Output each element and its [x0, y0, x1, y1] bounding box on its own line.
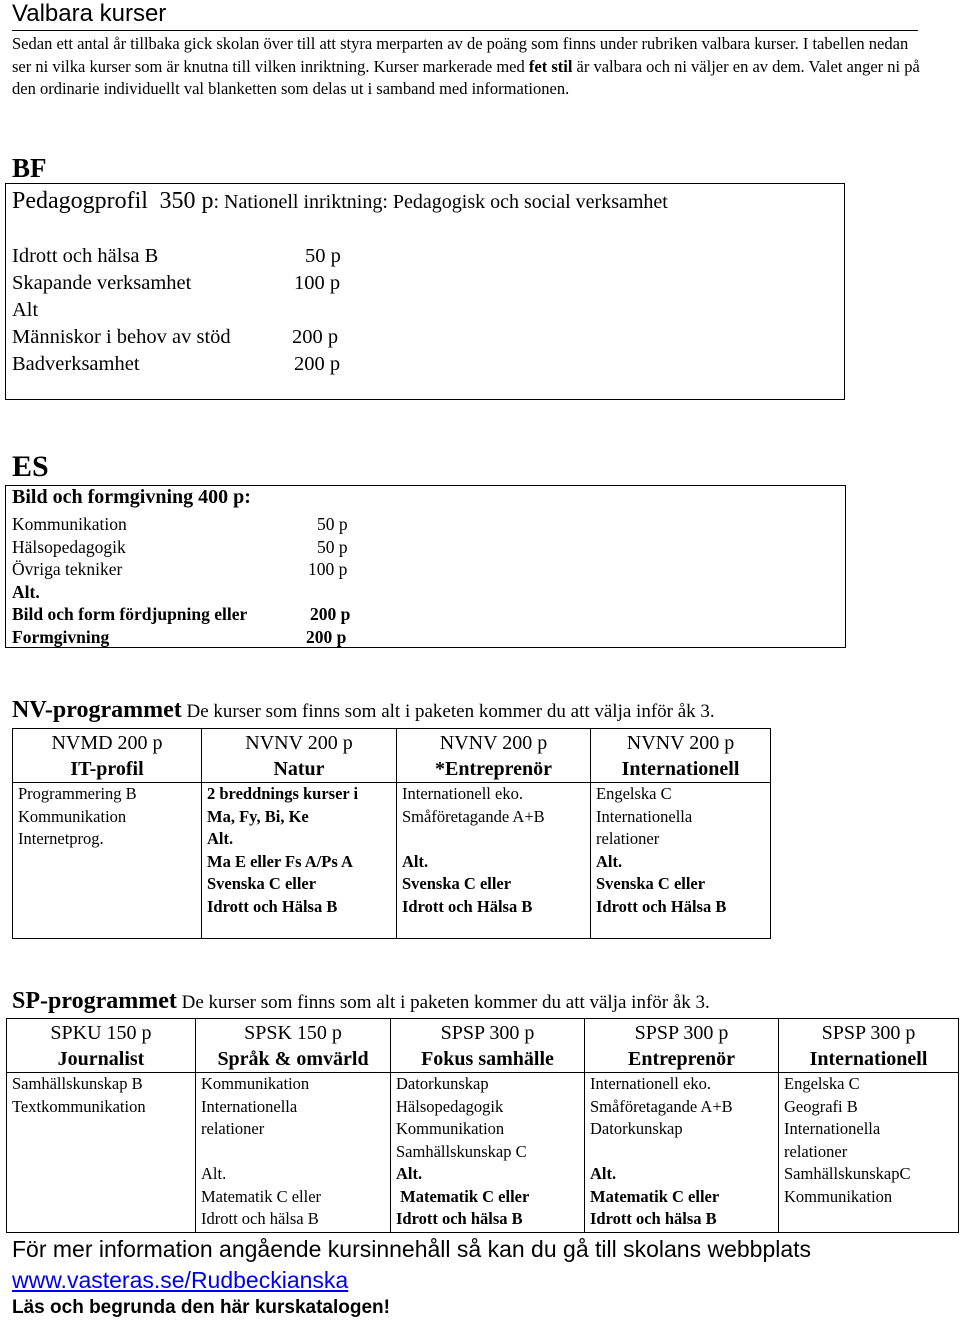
course-line: Internationell eko.	[402, 784, 523, 803]
course-line: Engelska C	[596, 784, 672, 803]
sp-program-name: SP-programmet	[12, 988, 177, 1014]
nv-col-code: NVNV 200 p	[439, 732, 548, 754]
es-row-points: 200 p	[310, 604, 351, 624]
course-line: Alt.	[201, 1164, 227, 1183]
nv-col-body	[591, 783, 771, 939]
bf-profile-suffix: : Nationell inriktning: Pedagogisk och social verksamhet	[213, 191, 668, 213]
es-row-points: 200 p	[306, 627, 347, 647]
bf-row-name: Badverksamhet	[12, 353, 140, 375]
course-line: Ma, Fy, Bi, Ke	[207, 806, 309, 826]
course-line: Svenska C eller	[207, 874, 317, 893]
es-row-points: 50 p	[317, 514, 348, 534]
sp-col-body	[391, 1073, 585, 1233]
sp-col-code: SPSP 300 p	[634, 1022, 729, 1044]
course-line: Samhällskunskap C	[396, 1141, 527, 1161]
nv-table	[12, 728, 771, 939]
footer-closing: Läs och begrunda den här kurskatalogen!	[12, 1297, 390, 1318]
nv-col-code: NVMD 200 p	[51, 732, 163, 754]
nv-heading	[12, 697, 715, 724]
course-line: Matematik C eller	[201, 1186, 322, 1206]
course-line: Idrott och hälsa B	[396, 1209, 523, 1228]
course-line: Datorkunskap	[396, 1074, 489, 1093]
nv-note: De kurser som finns som alt i paketen kommer du att välja inför åk 3.	[181, 701, 715, 722]
es-row-name: Övriga tekniker	[12, 559, 123, 579]
course-line: Hälsopedagogik	[396, 1096, 504, 1116]
course-line	[201, 1141, 385, 1164]
nv-program-name: NV-programmet	[12, 697, 182, 723]
nv-col-body	[202, 783, 397, 939]
bf-row-name: Idrott och hälsa B	[12, 245, 159, 267]
course-line: Internetprog.	[18, 829, 104, 848]
course-line: Idrott och Hälsa B	[402, 896, 533, 916]
page-title: Valbara kurser	[12, 0, 167, 27]
course-line: Alt.	[590, 1164, 617, 1183]
bf-row-name: Skapande verksamhet	[12, 272, 192, 294]
course-line: Idrott och hälsa B	[590, 1209, 717, 1228]
course-line: relationer	[201, 1119, 265, 1138]
course-line: Svenska C eller	[402, 874, 512, 893]
sp-col-header	[391, 1019, 585, 1073]
sp-col-body	[196, 1073, 391, 1233]
nv-col-code: NVNV 200 p	[245, 732, 353, 754]
nv-col-title: IT-profil	[70, 758, 144, 780]
course-line: Idrott och Hälsa B	[596, 896, 727, 916]
nv-col-title: Natur	[273, 758, 325, 780]
sp-col-header	[585, 1019, 779, 1073]
sp-col-title: Entreprenör	[627, 1048, 736, 1070]
course-line: Internationella	[784, 1119, 881, 1138]
sp-col-header	[779, 1019, 959, 1073]
intro-text-1: Sedan ett antal år tillbaka gick skolan över till att styra merparten av de poäng som finns under rubriken valbara kurser. I tabellen nedan ser ni vilka kurser som är knutna till vilken inriktning. Kurser markerade med	[12, 34, 909, 76]
course-line: Engelska C	[784, 1074, 860, 1093]
sp-col-code: SPKU 150 p	[50, 1022, 152, 1044]
nv-col-header	[13, 729, 202, 783]
title-underline	[12, 30, 918, 31]
intro-bold-text: fet stil	[528, 56, 573, 76]
course-line: Idrott och Hälsa B	[207, 896, 338, 916]
bf-row-points: 100 p	[294, 272, 341, 294]
intro-text-2: är valbara och ni väljer en av dem. Valet anger ni på den ordinarie individuellt val blanketten som delas ut i samband med informationen.	[12, 56, 920, 98]
course-line: 2 breddnings kurser i	[207, 784, 359, 803]
es-row-name: Alt.	[12, 582, 40, 602]
course-line: Internationella	[201, 1096, 298, 1116]
bf-heading: BF	[12, 153, 47, 183]
course-line: Alt.	[596, 851, 623, 871]
es-row-name: Kommunikation	[12, 514, 127, 534]
nv-col-body	[397, 783, 591, 939]
course-line: Internationella	[596, 806, 693, 826]
es-row-points: 100 p	[308, 559, 348, 579]
sp-col-header	[7, 1019, 196, 1073]
course-line: Datorkunskap	[590, 1119, 683, 1138]
sp-table	[6, 1018, 959, 1233]
nv-col-header	[397, 729, 591, 783]
bf-row-points: 200 p	[294, 353, 341, 375]
course-line: relationer	[784, 1141, 848, 1161]
course-line: Geografi B	[784, 1096, 858, 1116]
sp-col-code: SPSP 300 p	[440, 1022, 535, 1044]
es-row-name: Bild och form fördjupning eller	[12, 604, 248, 624]
course-line: Matematik C eller	[590, 1186, 720, 1206]
bf-row-name: Människor i behov av stöd	[12, 326, 231, 348]
course-line: Textkommunikation	[12, 1096, 146, 1116]
course-line: Alt.	[402, 851, 429, 871]
bf-profile-name: Pedagogprofil	[12, 188, 148, 214]
bf-profile-heading	[12, 188, 668, 215]
course-line: Idrott och hälsa B	[201, 1209, 319, 1228]
bf-row-points: 50 p	[305, 245, 341, 267]
sp-col-title: Journalist	[57, 1048, 145, 1070]
course-line: Samhällskunskap B	[12, 1074, 143, 1093]
nv-col-header	[202, 729, 397, 783]
nv-col-title: Internationell	[621, 758, 740, 780]
course-line: Kommunikation	[784, 1186, 893, 1206]
nv-col-title: *Entreprenör	[434, 758, 553, 780]
sp-col-body	[779, 1073, 959, 1233]
course-line: Internationell eko.	[590, 1074, 711, 1093]
course-line: Kommunikation	[201, 1074, 310, 1093]
course-line	[402, 828, 585, 851]
es-subheading: Bild och formgivning 400 p:	[12, 486, 251, 508]
es-row-name: Hälsopedagogik	[12, 537, 126, 557]
course-line: Svenska C eller	[596, 874, 706, 893]
sp-note: De kurser som finns som alt i paketen kommer du att välja inför åk 3.	[176, 992, 710, 1013]
course-line: Programmering B	[18, 784, 137, 803]
nv-col-body	[13, 783, 202, 939]
sp-col-header	[196, 1019, 391, 1073]
course-line: Småföretagande A+B	[590, 1096, 733, 1116]
sp-col-code: SPSK 150 p	[244, 1022, 342, 1044]
course-line: Alt.	[207, 829, 234, 848]
course-line	[590, 1141, 773, 1164]
intro-paragraph	[12, 33, 922, 101]
sp-col-code: SPSP 300 p	[821, 1022, 916, 1044]
bf-row-name: Alt	[12, 299, 39, 321]
school-website-link[interactable]: www.vasteras.se/Rudbeckianska	[12, 1267, 349, 1293]
nv-col-header	[591, 729, 771, 783]
es-row-name: Formgivning	[12, 627, 110, 647]
course-line: Matematik C eller	[396, 1186, 530, 1206]
sp-col-title: Internationell	[809, 1048, 928, 1070]
sp-heading	[12, 988, 710, 1015]
bf-profile-points: 350 p	[159, 188, 214, 214]
sp-col-body	[585, 1073, 779, 1233]
bf-row-points: 200 p	[292, 326, 339, 348]
course-line: SamhällskunskapC	[784, 1164, 911, 1183]
sp-col-title: Språk & omvärld	[217, 1048, 369, 1070]
course-line: Ma E eller Fs A/Ps A	[207, 851, 353, 871]
course-line: Alt.	[396, 1164, 423, 1183]
course-line: Småföretagande A+B	[402, 806, 545, 826]
sp-col-body	[7, 1073, 196, 1233]
nv-col-code: NVNV 200 p	[626, 732, 735, 754]
es-row-points: 50 p	[317, 537, 348, 557]
sp-col-title: Fokus samhälle	[421, 1048, 554, 1070]
course-line: Kommunikation	[18, 806, 127, 826]
course-line: Kommunikation	[396, 1119, 505, 1138]
footer-info: För mer information angående kursinnehåll så kan du gå till skolans webbplats	[12, 1236, 812, 1262]
course-line: relationer	[596, 829, 660, 848]
es-heading: ES	[12, 450, 49, 483]
